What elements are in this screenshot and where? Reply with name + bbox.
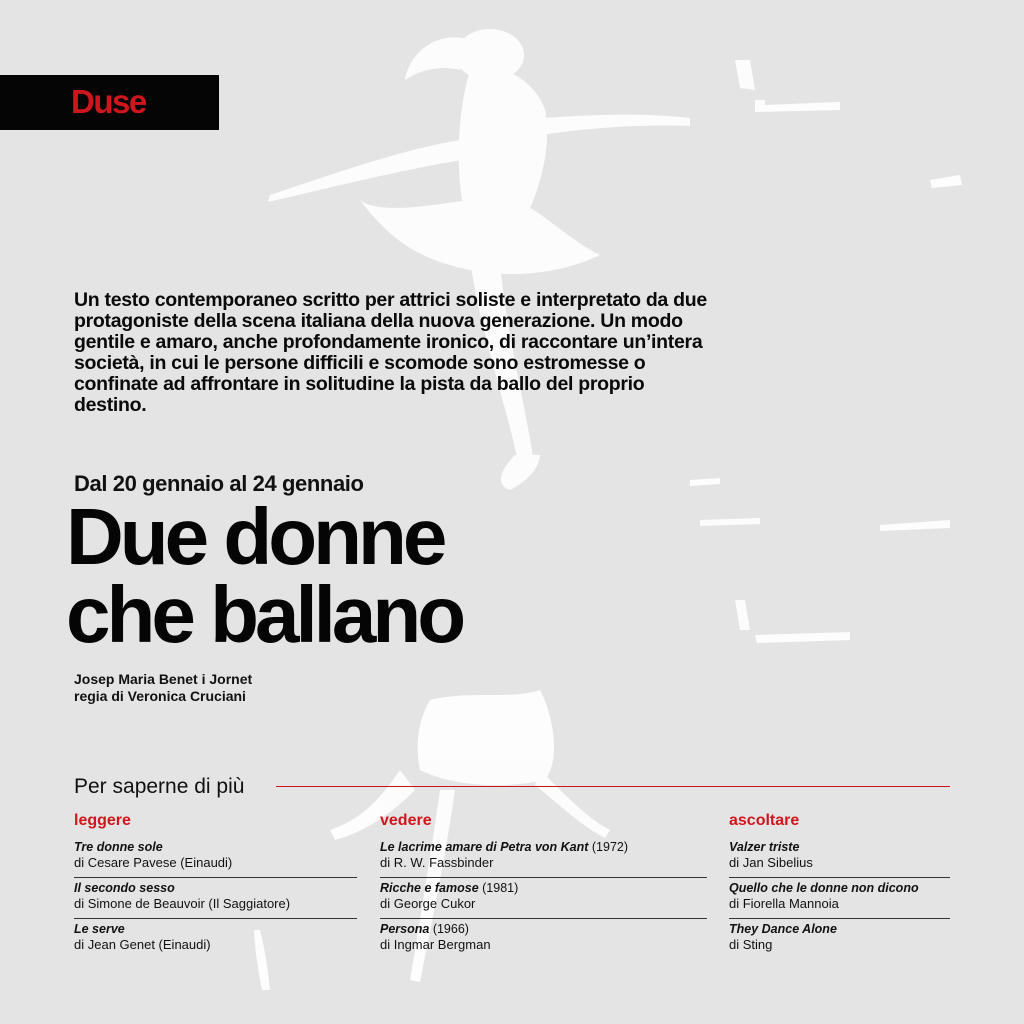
list-item: [729, 919, 950, 959]
item-title: Tre donne sole: [74, 840, 163, 854]
more-info-heading: Per saperne di più: [74, 775, 245, 798]
column-watch-heading: vedere: [380, 812, 432, 829]
item-author: di Simone de Beauvoir (Il Saggiatore): [74, 896, 291, 911]
show-title: [66, 492, 463, 659]
item-author: di Cesare Pavese (Einaudi): [74, 855, 233, 870]
column-watch: [380, 811, 707, 959]
item-author: di Sting: [729, 937, 773, 952]
list-item: [380, 919, 707, 959]
list-item: [74, 837, 357, 878]
item-author: di R. W. Fassbinder: [380, 855, 494, 870]
show-dates: Dal 20 gennaio al 24 gennaio: [74, 471, 364, 496]
item-title: Valzer triste: [729, 840, 800, 854]
list-item: [74, 919, 357, 959]
director-credit: regia di Veronica Cruciani: [74, 688, 246, 704]
show-title-line-1: Due donne: [66, 492, 444, 581]
author-credit: Josep Maria Benet i Jornet: [74, 671, 253, 687]
column-read-heading: leggere: [74, 812, 131, 829]
item-author: di Jean Genet (Einaudi): [74, 937, 211, 952]
item-title: Ricche e famose (1981): [380, 881, 519, 895]
credits: [74, 671, 252, 705]
list-item: [729, 878, 950, 919]
venue-tab: [0, 75, 219, 130]
show-title-line-2: che ballano: [66, 570, 463, 659]
list-item: [380, 878, 707, 919]
venue-label: Duse: [71, 83, 146, 120]
more-info-divider: [276, 786, 950, 787]
item-author: di Ingmar Bergman: [380, 937, 491, 952]
column-listen: [729, 811, 950, 959]
column-read: [74, 811, 357, 959]
column-listen-heading: ascoltare: [729, 812, 800, 829]
item-title: Persona (1966): [380, 922, 469, 936]
intro-paragraph: Un testo contemporaneo scritto per attrici soliste e interpretato da due protagoniste della scena italiana della nuova generazione. Un modo gentile e amaro, anche profondamente ironico, di raccontare un’intera società, in cui le persone difficili e scomode sono estromesse o confinate ad affrontare in solitudine la pista da ballo del proprio destino.: [74, 289, 707, 416]
item-author: di Jan Sibelius: [729, 855, 813, 870]
item-title: Il secondo sesso: [74, 881, 175, 895]
item-author: di George Cukor: [380, 896, 476, 911]
item-title: Le lacrime amare di Petra von Kant (1972): [380, 840, 629, 854]
list-item: [74, 878, 357, 919]
list-item: [729, 837, 950, 878]
list-item: [380, 837, 707, 878]
item-title: Le serve: [74, 922, 125, 936]
item-title: They Dance Alone: [729, 922, 837, 936]
item-title: Quello che le donne non dicono: [729, 881, 919, 895]
item-author: di Fiorella Mannoia: [729, 896, 839, 911]
